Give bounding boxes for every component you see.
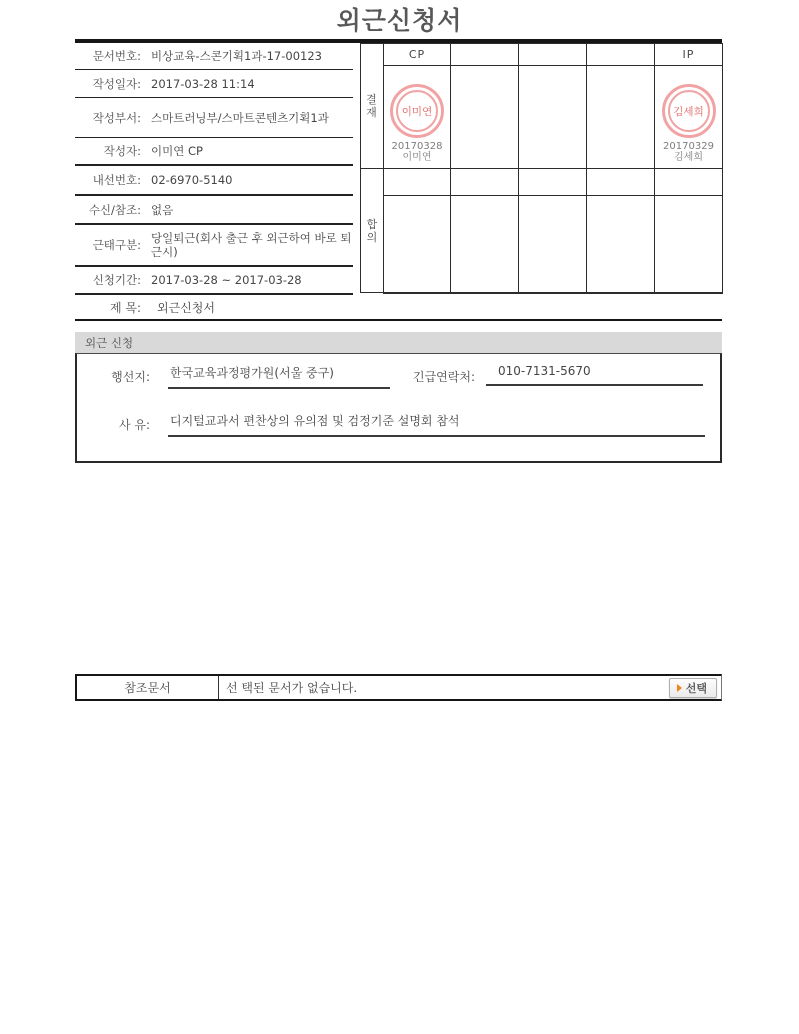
stamp-date: 20170328 — [391, 141, 443, 152]
approval-section-label-habui: 합의 — [361, 169, 384, 293]
info-value: 없음 — [151, 202, 174, 217]
arrow-right-icon — [677, 684, 682, 692]
stamp-date-block — [392, 141, 443, 163]
subject-value: 외근신청서 — [157, 300, 215, 315]
info-value: 2017-03-28 ~ 2017-03-28 — [151, 273, 302, 287]
info-row-extension — [75, 166, 353, 196]
approval-empty-cell — [384, 196, 451, 293]
info-row-request-period — [75, 267, 353, 295]
info-value: 2017-03-28 11:14 — [151, 76, 255, 91]
info-label: 근태구분: — [92, 238, 141, 252]
info-label: 신청기간: — [92, 273, 141, 287]
approval-empty-cell — [451, 196, 519, 293]
approval-empty-cell — [587, 196, 655, 293]
select-button[interactable] — [669, 678, 717, 698]
approval-header-cell: IP — [655, 44, 723, 66]
approval-header-cell — [519, 44, 587, 66]
approval-header-cell — [655, 169, 723, 196]
approval-header-cell — [384, 169, 451, 196]
approval-empty-cell — [655, 196, 723, 293]
info-value: 이미연 CP — [151, 144, 203, 158]
approval-header-cell — [587, 169, 655, 196]
reason-value: 디지털교과서 편찬상의 유의점 및 검정기준 설명회 참석 — [168, 410, 705, 437]
info-value: 비상교육-스콘기획1과-17-00123 — [151, 49, 322, 63]
info-value: 02-6970-5140 — [151, 173, 233, 187]
info-row-author — [75, 138, 353, 166]
emergency-contact-value: 010-7131-5670 — [486, 362, 703, 386]
approval-section-label-gyeoljae: 결재 — [361, 44, 384, 169]
info-label: 수신/참조: — [88, 202, 141, 217]
approval-stamp-cell — [384, 66, 451, 169]
approval-stamp-seal — [662, 84, 716, 138]
stamp-date-block — [663, 141, 714, 163]
stamp-date: 20170329 — [663, 141, 714, 152]
approval-header-cell — [451, 44, 519, 66]
select-button-label: 선택 — [685, 682, 707, 695]
info-row-created-date — [75, 70, 353, 98]
approval-empty-cell — [587, 66, 655, 169]
reference-button-area — [669, 676, 721, 699]
reference-documents-box — [75, 674, 722, 701]
info-row-department — [75, 98, 353, 138]
approval-header-cell — [451, 169, 519, 196]
request-section-header: 외근 신청 — [75, 332, 722, 353]
approval-header-cell — [587, 44, 655, 66]
approval-empty-cell — [519, 196, 587, 293]
info-value: 당일퇴근(회사 출근 후 외근하여 바로 퇴근시) — [151, 231, 352, 259]
emergency-contact-label: 긴급연락처: — [413, 370, 476, 384]
approval-stamp-cell — [655, 66, 723, 169]
info-label: 내선번호: — [92, 173, 141, 187]
info-label: 문서번호: — [92, 49, 141, 63]
destination-label: 행선지: — [111, 370, 150, 384]
reference-label: 참조문서 — [77, 676, 219, 699]
stamp-signer: 이미연 — [402, 152, 432, 163]
stamp-name: 김세희 — [673, 105, 704, 118]
approval-stamp-seal — [390, 84, 444, 138]
document-info-table — [75, 43, 353, 295]
page-title: 외근신청서 — [336, 6, 463, 35]
stamp-signer: 김세희 — [674, 152, 703, 163]
subject-label: 제 목: — [109, 300, 141, 315]
reference-message: 선 택된 문서가 없습니다. — [226, 681, 358, 695]
info-label: 작성부서: — [92, 110, 141, 125]
request-detail-box — [75, 353, 722, 463]
destination-value: 한국교육과정평가원(서울 중구) — [168, 362, 390, 389]
approval-header-cell — [519, 169, 587, 196]
info-value: 스마트러닝부/스마트콘텐츠기획1과 — [151, 110, 329, 125]
info-label: 작성자: — [103, 144, 141, 158]
reason-label: 사 유: — [118, 418, 150, 432]
info-row-doc-number — [75, 43, 353, 70]
approval-table — [360, 43, 723, 294]
subject-row — [75, 295, 722, 321]
approval-empty-cell — [519, 66, 587, 169]
approval-empty-cell — [451, 66, 519, 169]
info-row-recipients — [75, 196, 353, 225]
approval-header-cell: CP — [384, 44, 451, 66]
info-label: 작성일자: — [92, 76, 141, 91]
stamp-name: 이미연 — [401, 105, 433, 118]
info-row-work-type — [75, 225, 353, 267]
